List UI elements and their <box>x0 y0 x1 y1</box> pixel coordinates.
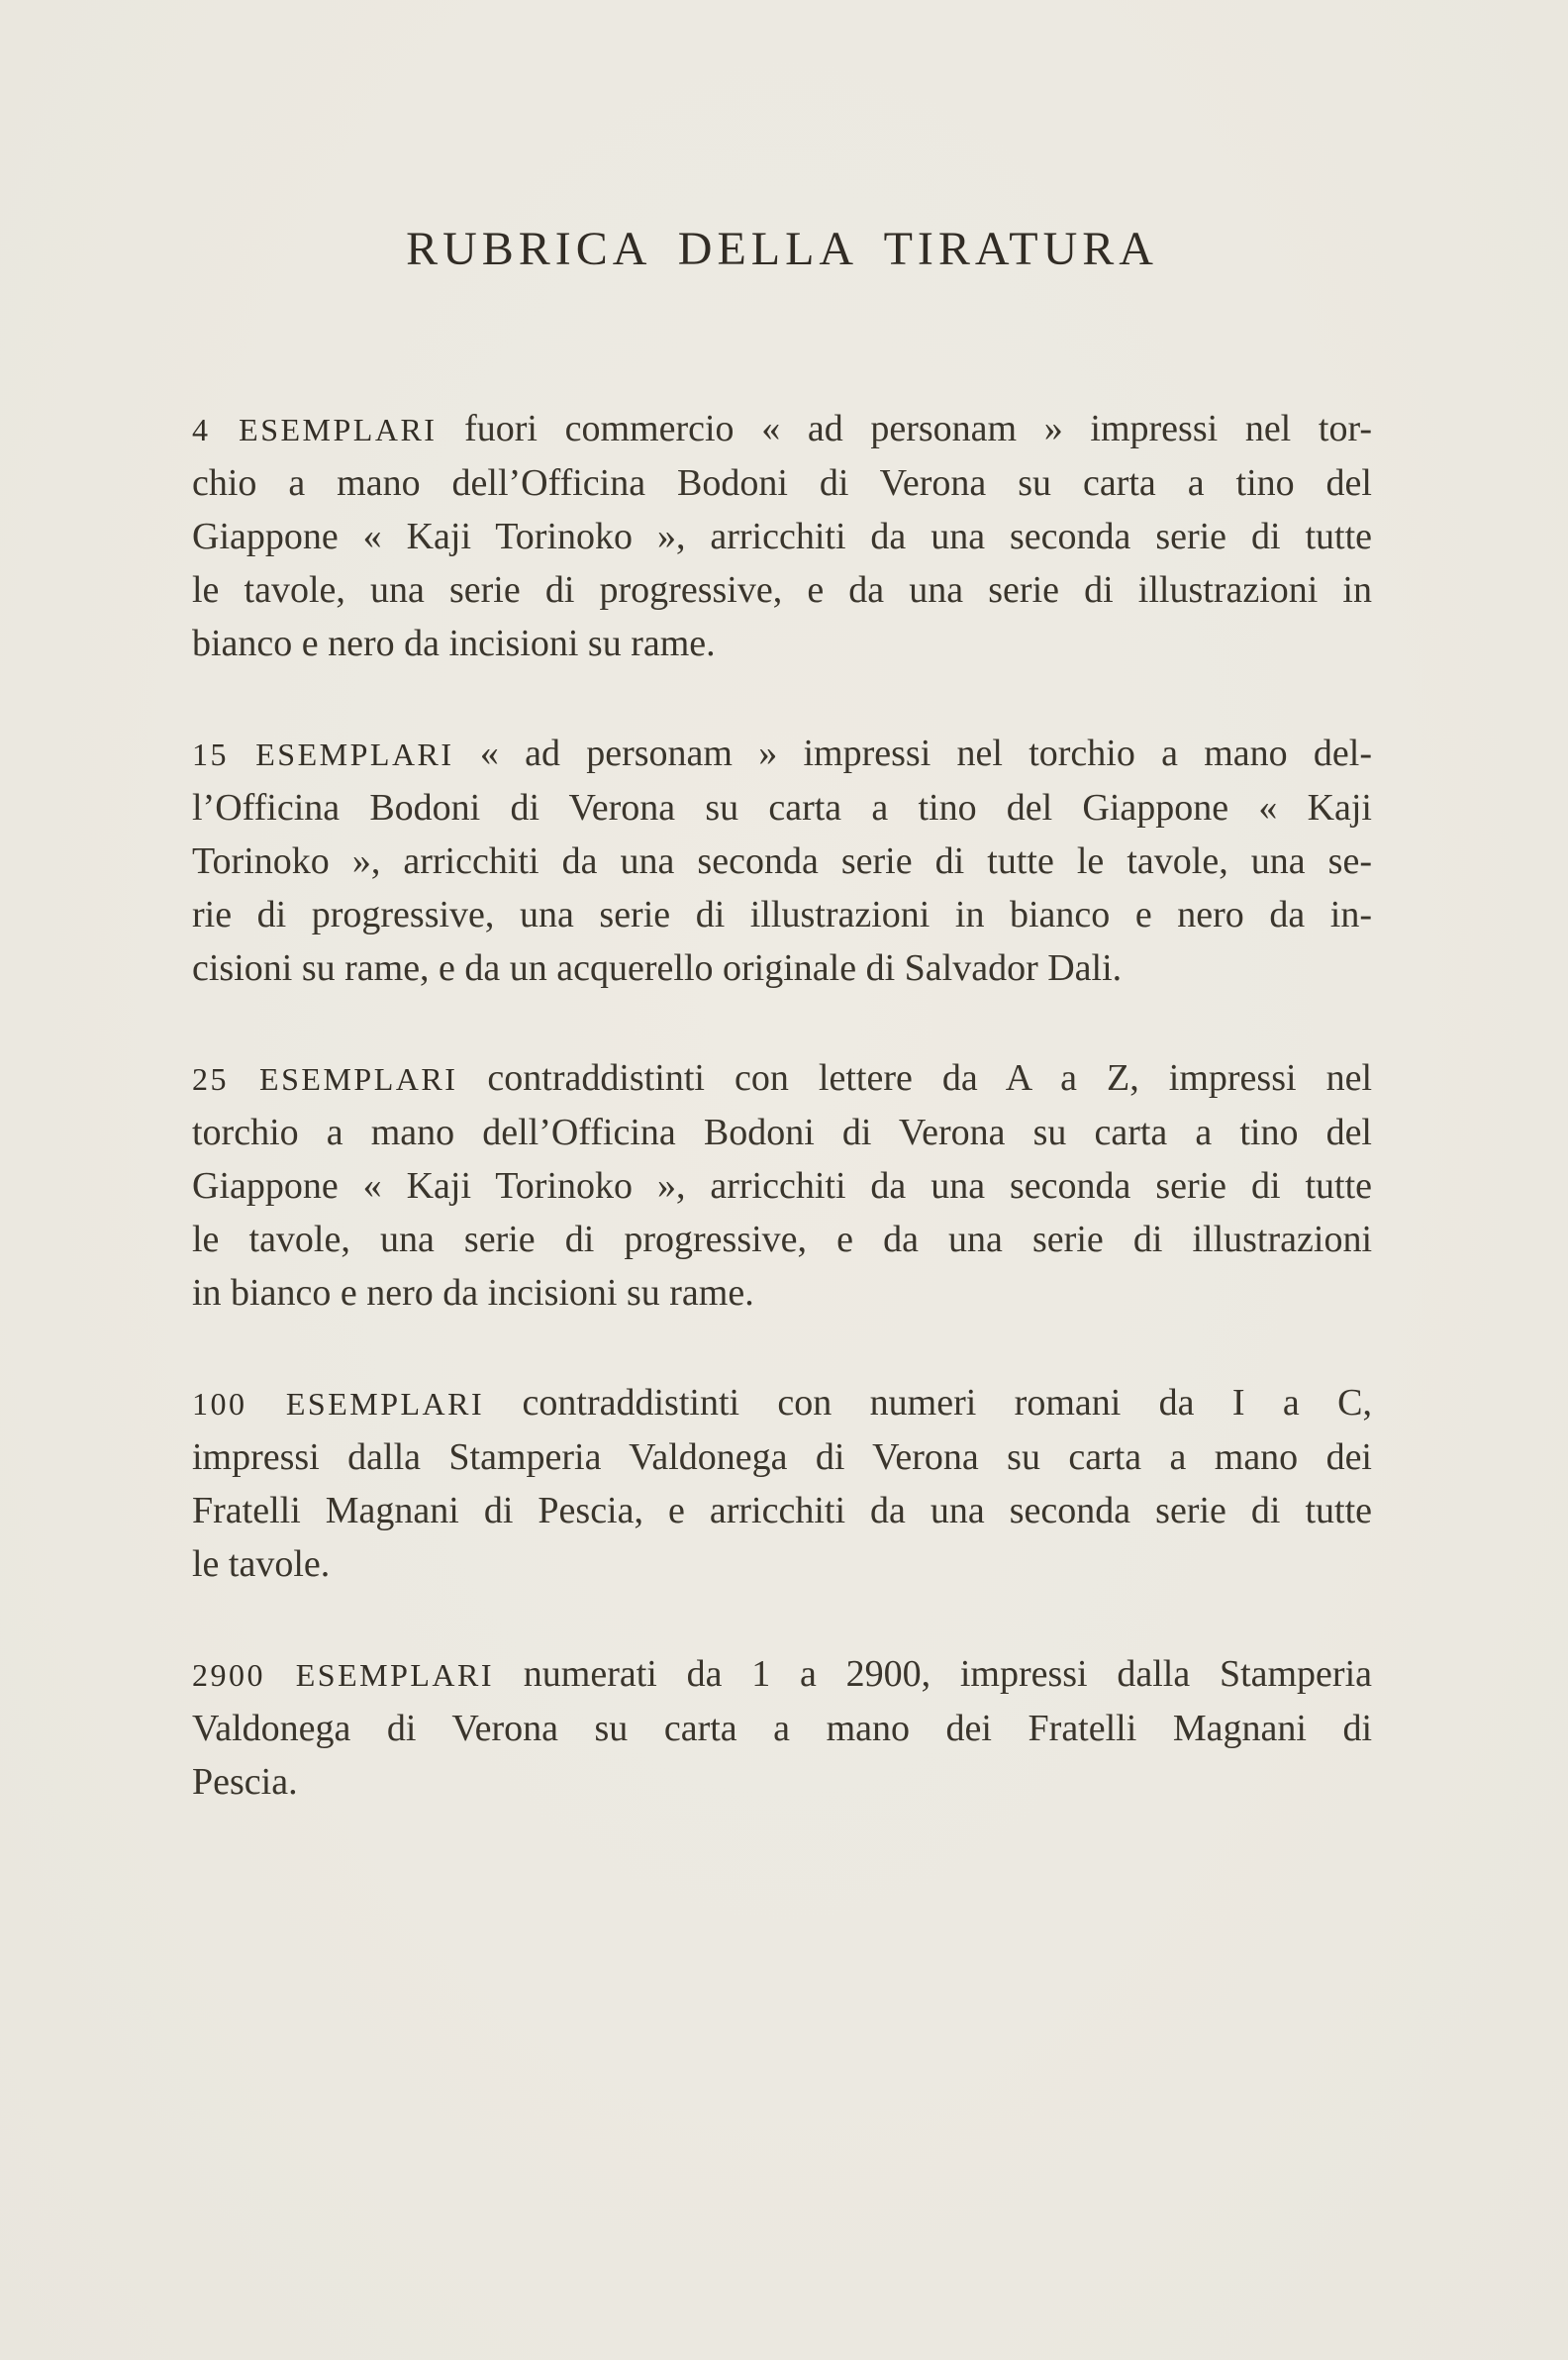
edition-paragraph-25 <box>192 1051 1372 1320</box>
text-line: impressi dalla Stamperia Valdonega di Verona su carta a mano dei <box>192 1436 1372 1478</box>
text-run: numerati da 1 a 2900, impressi dalla Stamperia <box>523 1653 1373 1695</box>
text-line: l’Officina Bodoni di Verona su carta a tino del Giappone « Kaji <box>192 787 1372 829</box>
text-line: Pescia. <box>192 1761 298 1803</box>
text-run: « ad personam » impressi nel torchio a mano del- <box>479 733 1373 774</box>
text-column <box>192 0 1372 1809</box>
text-line: le tavole, una serie di progressive, e da una serie di illustrazioni in <box>192 569 1372 611</box>
text-line: in bianco e nero da incisioni su rame. <box>192 1272 754 1314</box>
text-run: contraddistinti con lettere da A a Z, impressi nel <box>487 1057 1373 1099</box>
text-run: contraddistinti con numeri romani da I a C, <box>522 1382 1373 1424</box>
text-line: Fratelli Magnani di Pescia, e arricchiti da una seconda serie di tutte <box>192 1490 1372 1531</box>
text-line <box>192 402 1372 456</box>
edition-paragraph-100 <box>192 1376 1372 1591</box>
text-line: le tavole. <box>192 1543 331 1585</box>
text-line: chio a mano dell’Officina Bodoni di Verona su carta a tino del <box>192 462 1372 504</box>
edition-count-label: 2900 ESEMPLARI <box>192 1657 495 1693</box>
edition-paragraph-4 <box>192 402 1372 670</box>
text-line: rie di progressive, una serie di illustrazioni in bianco e nero da in- <box>192 894 1372 935</box>
edition-paragraph-15 <box>192 727 1372 995</box>
text-line: Giappone « Kaji Torinoko », arricchiti da una seconda serie di tutte <box>192 1165 1372 1207</box>
text-line: Giappone « Kaji Torinoko », arricchiti da una seconda serie di tutte <box>192 516 1372 557</box>
text-line: Valdonega di Verona su carta a mano dei Fratelli Magnani di <box>192 1708 1372 1749</box>
text-line <box>192 1647 1372 1702</box>
edition-count-label: 25 ESEMPLARI <box>192 1061 458 1097</box>
text-run: fuori commercio « ad personam » impressi nel tor- <box>464 408 1372 449</box>
edition-count-label: 100 ESEMPLARI <box>192 1386 485 1422</box>
text-line: bianco e nero da incisioni su rame. <box>192 623 716 664</box>
text-line <box>192 1376 1372 1430</box>
page-title: RUBRICA DELLA TIRATURA <box>406 223 1158 275</box>
text-line: torchio a mano dell’Officina Bodoni di Verona su carta a tino del <box>192 1112 1372 1153</box>
text-line: le tavole, una serie di progressive, e da una serie di illustrazioni <box>192 1219 1372 1260</box>
text-line: cisioni su rame, e da un acquerello originale di Salvador Dali. <box>192 947 1123 989</box>
text-line <box>192 1051 1372 1106</box>
edition-count-label: 4 ESEMPLARI <box>192 412 438 447</box>
text-line <box>192 727 1372 781</box>
text-line: Torinoko », arricchiti da una seconda serie di tutte le tavole, una se- <box>192 840 1372 882</box>
edition-count-label: 15 ESEMPLARI <box>192 737 454 772</box>
edition-paragraph-2900 <box>192 1647 1372 1809</box>
